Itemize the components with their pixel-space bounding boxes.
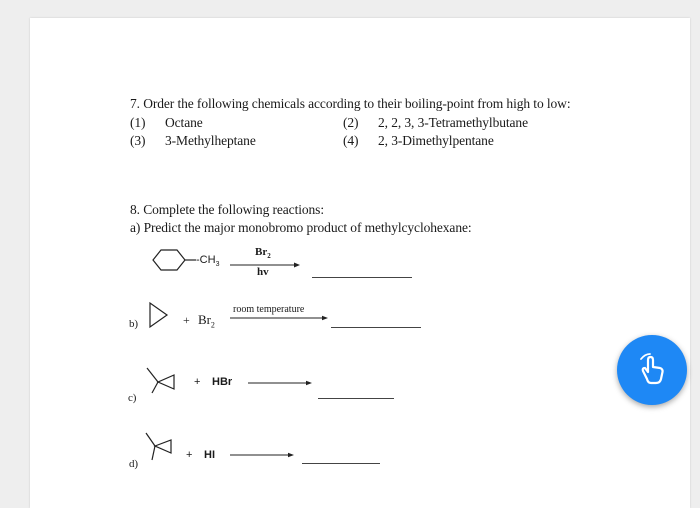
- q8b-reagent: $Br_2$: [198, 312, 215, 330]
- hand-pointer-icon: [633, 351, 671, 389]
- q8a-reagent-bottom: hv: [257, 266, 269, 278]
- cyclopropane-ring-d: [155, 440, 171, 453]
- q8a-text: a) Predict the major monobromo product of methylcyclohexane:: [130, 220, 472, 235]
- q8a-reagent-top: $Br_2$: [255, 246, 271, 261]
- q8d-plus: +: [186, 449, 193, 461]
- q8d-answer-blank: [302, 463, 380, 464]
- q8-prompt: 8. Complete the following reactions:: [130, 202, 324, 217]
- q8d-label: d): [129, 458, 138, 470]
- q8c-reagent: HBr: [212, 376, 233, 388]
- q7-option-3-name: 3-Methylheptane: [165, 133, 256, 148]
- q8b-condition: room temperature: [233, 304, 305, 315]
- q7-option-1-name: Octane: [165, 115, 203, 130]
- q7-prompt: 7. Order the following chemicals according to their boiling-point from high to low:: [130, 96, 571, 111]
- q7-option-3-number: (3): [130, 133, 146, 148]
- q7-option-4-number: (4): [343, 133, 359, 148]
- methyl-bond-c-1: [147, 368, 158, 382]
- arrowhead-c: [306, 381, 312, 386]
- q8d-reagent: HI: [204, 449, 215, 461]
- q7-option-2-number: (2): [343, 115, 359, 130]
- q8a-substituent: $-CH_3$: [196, 254, 220, 269]
- cyclohexane-ring: [153, 250, 185, 270]
- q8a-answer-blank: [312, 277, 412, 278]
- alkyl-bond-d-2: [152, 446, 155, 460]
- arrowhead-a: [294, 263, 300, 268]
- q8c-label: c): [128, 392, 137, 404]
- q8b-answer-blank: [331, 327, 421, 328]
- arrowhead-b: [322, 316, 328, 321]
- assistant-button[interactable]: [617, 335, 687, 405]
- q8c-answer-blank: [318, 398, 394, 399]
- q7-option-1-number: (1): [130, 115, 146, 130]
- cyclopropane-ring-c: [158, 375, 174, 389]
- q8b-label: b): [129, 318, 138, 330]
- q7-option-4-name: 2, 3-Dimethylpentane: [378, 133, 494, 148]
- methyl-bond-c-2: [152, 382, 158, 393]
- alkyl-bond-d-1: [146, 433, 155, 446]
- arrowhead-d: [288, 453, 294, 458]
- q8c-plus: +: [194, 376, 201, 388]
- q7-option-2-name: 2, 2, 3, 3-Tetramethylbutane: [378, 115, 528, 130]
- q8b-plus: +: [183, 313, 190, 327]
- cyclopropane-ring: [150, 303, 167, 327]
